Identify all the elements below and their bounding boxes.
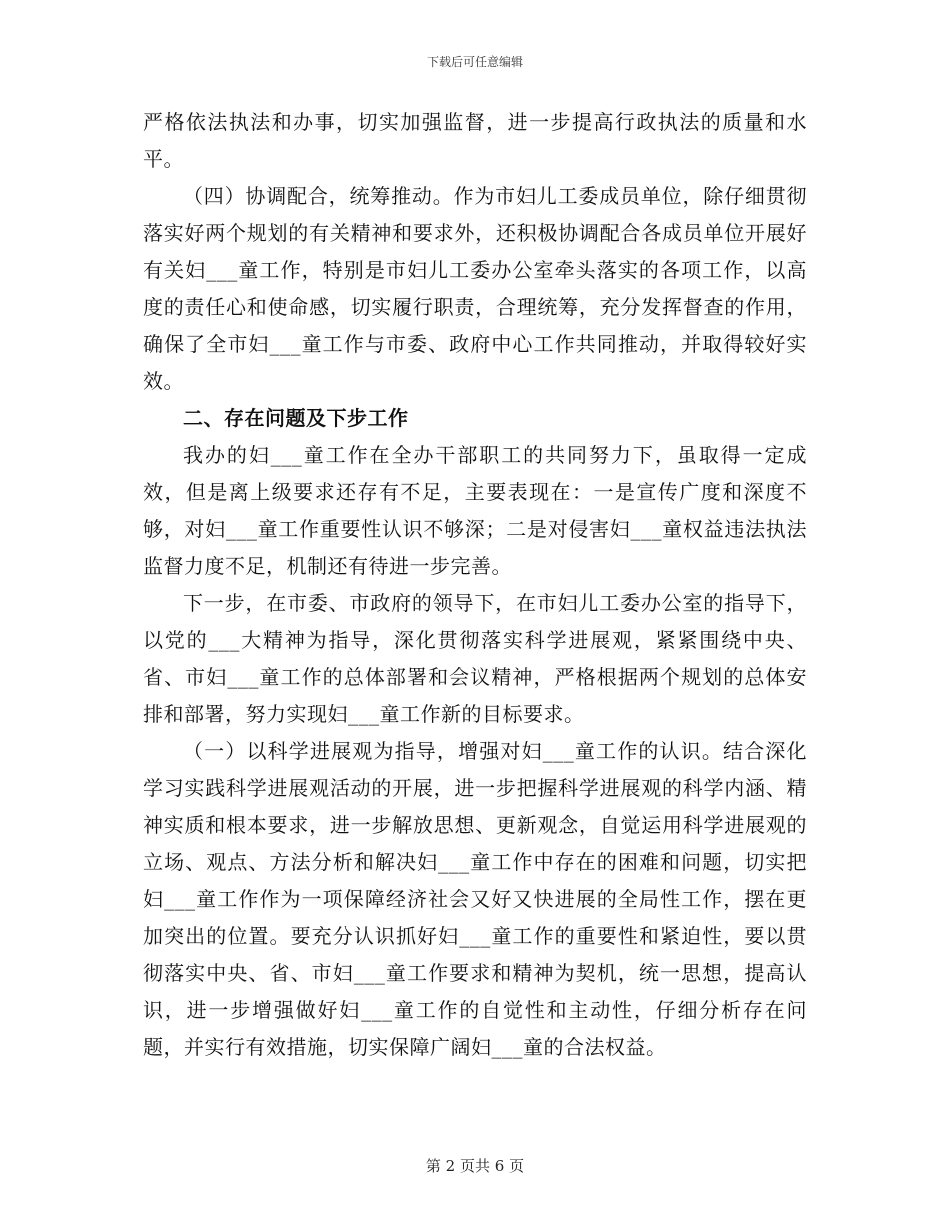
page-footer: 第 2 页共 6 页: [425, 1157, 525, 1175]
page-header: 下载后可任意编辑: [426, 55, 523, 69]
document-body: [143, 104, 807, 1066]
section-heading-problems: 二、存在问题及下步工作: [183, 406, 409, 430]
paragraph-next-steps: 下一步，在市委、市政府的领导下，在市妇儿工委办公室的指导下，以党的___大精神为指导，深化贯彻落实科学进展观，紧紧围绕中央、省、市妇___童工作的总体部署和会议精神，严格根据两个规划的总体安排和部署，努力实现妇___童工作新的目标要求。: [143, 591, 807, 726]
paragraph-shortcomings: 我办的妇___童工作在全办干部职工的共同努力下，虽取得一定成效，但是离上级要求还存有不足，主要表现在：一是宣传广度和深度不够，对妇___童工作重要性认识不够深；二是对侵害妇___童权益违法执法监督力度不足，机制还有待进一步完善。: [143, 443, 807, 578]
paragraph-scientific-development: （一）以科学进展观为指导，增强对妇___童工作的认识。结合深化学习实践科学进展观活动的开展，进一步把握科学进展观的科学内涵、精神实质和根本要求，进一步解放思想、更新观念，自觉运用科学进展观的立场、观点、方法分析和解决妇___童工作中存在的困难和问题，切实把妇___童工作作为一项保障经济社会又好又快进展的全局性工作，摆在更加突出的位置。要充分认识抓好妇___童工作的重要性和紧迫性，要以贯彻落实中央、省、市妇___童工作要求和精神为契机，统一思想，提高认识，进一步增强做好妇___童工作的自觉性和主动性，仔细分析存在问题，并实行有效措施，切实保障广阔妇___童的合法权益。: [143, 739, 807, 1059]
paragraph-coordination: （四）协调配合，统筹推动。作为市妇儿工委成员单位，除仔细贯彻落实好两个规划的有关精神和要求外，还积极协调配合各成员单位开展好有关妇___童工作，特别是市妇儿工委办公室牵头落实的各项工作，以高度的责任心和使命感，切实履行职责，合理统筹，充分发挥督查的作用，确保了全市妇___童工作与市委、政府中心工作共同推动，并取得较好实效。: [143, 184, 807, 393]
paragraph-continuation: 严格依法执法和办事，切实加强监督，进一步提高行政执法的质量和水平。: [143, 110, 807, 171]
